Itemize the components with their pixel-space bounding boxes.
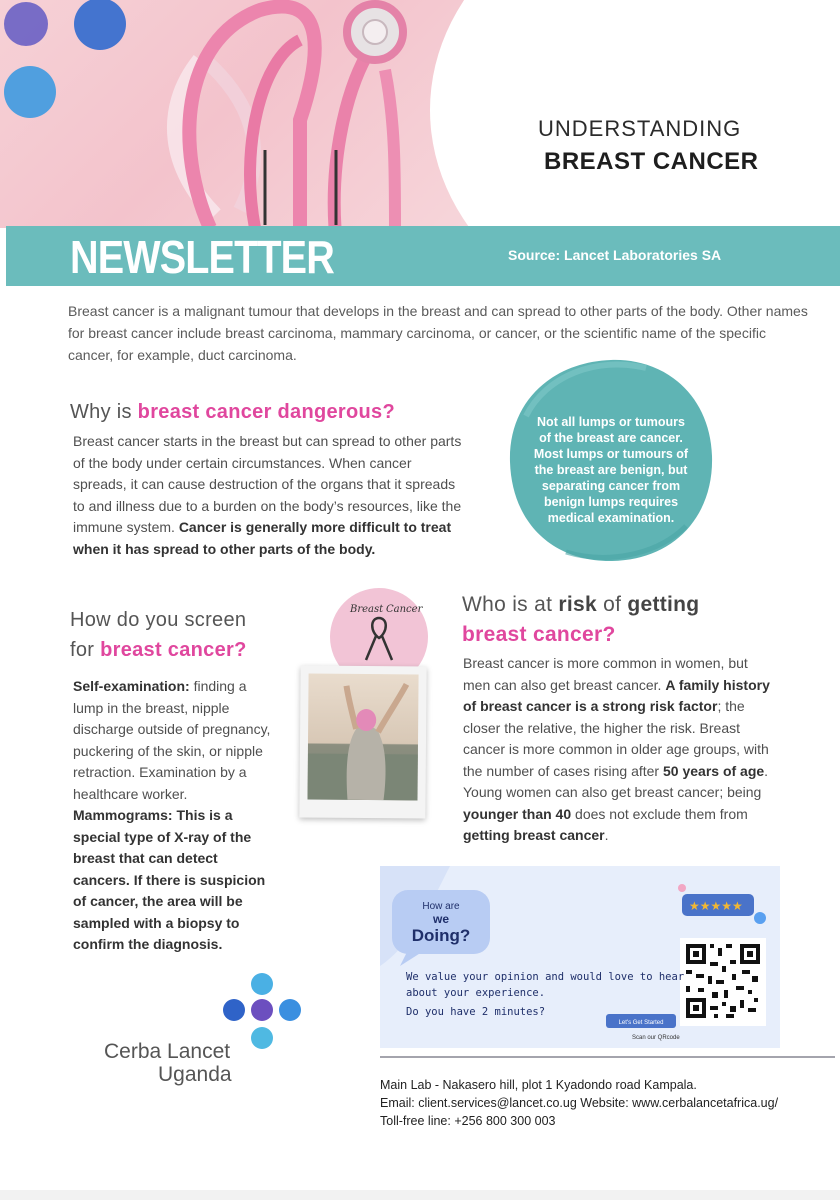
risk-bold-3: younger than 40 bbox=[463, 805, 572, 822]
bubble-we: we bbox=[432, 912, 450, 926]
risk-text-4: does not exclude them from bbox=[571, 805, 748, 822]
badge-text-cancer: Cancer bbox=[386, 604, 423, 615]
feedback-survey-card bbox=[380, 866, 780, 1048]
screen-heading bbox=[70, 605, 247, 665]
dangerous-body-bold: Cancer is generally more difficult to treat when it has spread to other parts of the body. bbox=[73, 519, 452, 557]
risk-text-5: . bbox=[604, 827, 609, 843]
bubble-how-are: How are bbox=[422, 901, 460, 912]
polaroid-photo-frame bbox=[299, 665, 426, 818]
page-bottom-strip bbox=[0, 1190, 840, 1200]
risk-heading bbox=[462, 590, 699, 650]
badge-text-breast: Breast bbox=[350, 604, 384, 615]
risk-text-2: ; the closer the relative, the higher the risk. Breast cancer is more common in older age groups, with the number of cases rising after bbox=[463, 698, 769, 779]
footer-phone: Toll-free line: +256 800 300 003 bbox=[380, 1114, 556, 1128]
hero-white-curve bbox=[430, 0, 840, 228]
survivor-photo bbox=[307, 674, 418, 801]
bubble-doing: Doing? bbox=[411, 926, 471, 945]
banner-source: Source: Lancet Laboratories SA bbox=[508, 247, 722, 263]
risk-bold-4: getting breast cancer bbox=[463, 827, 605, 843]
risk-text-1: Breast cancer is more common in women, but men can also get breast cancer. bbox=[463, 655, 748, 693]
risk-heading-bold2: getting bbox=[627, 593, 700, 616]
screen-body-text: finding a lump in the breast, nipple discharge outside of pregnancy, puckering of the skin, or nipple retraction. Examination by a healthcare worker. bbox=[73, 678, 271, 802]
survey-line3: Do you have 2 minutes? bbox=[406, 1006, 546, 1018]
callout-text: Not all lumps or tumours of the breast are cancer. Most lumps or tumours of the breast are benign, but separating cancer from benign lumps requires medical examination. bbox=[533, 415, 689, 525]
logo-name-line2: Uganda bbox=[158, 1063, 232, 1086]
rating-stars-icon: ★★★★★ bbox=[689, 899, 743, 913]
screen-bold-self-exam: Self-examination: bbox=[73, 678, 190, 694]
banner-title: NEWSLETTER bbox=[70, 231, 334, 283]
survey-graphic bbox=[380, 866, 780, 1048]
risk-heading-bold: risk bbox=[558, 593, 597, 616]
hero-title-line1: UNDERSTANDING bbox=[538, 116, 742, 141]
risk-bold-1: A family history of breast cancer is a strong risk factor bbox=[463, 676, 770, 714]
dangerous-body bbox=[73, 431, 463, 560]
dangerous-heading-highlight: breast cancer dangerous? bbox=[137, 401, 395, 423]
risk-heading-plain1: Who is at bbox=[462, 593, 559, 616]
risk-heading-highlight: breast cancer? bbox=[462, 623, 616, 646]
contact-footer bbox=[380, 1076, 778, 1130]
dangerous-heading bbox=[70, 398, 395, 426]
footer-contact[interactable]: Email: client.services@lancet.co.ug Website: www.cerbalancetafrica.ug/ bbox=[380, 1096, 779, 1110]
screen-body bbox=[73, 676, 273, 956]
screen-heading-plain: for bbox=[70, 639, 101, 661]
screen-heading-highlight: breast cancer? bbox=[100, 639, 247, 661]
intro-paragraph: Breast cancer is a malignant tumour that develops in the breast and can spread to other parts of the body. Other names for breast cancer include breast carcinoma, mammary carcinoma, or cancer, or the scientific name of the specific cancer, for example, duct carcinoma. bbox=[68, 303, 808, 363]
lets-get-started-label[interactable]: Let's Get Started bbox=[618, 1020, 664, 1026]
newsletter-banner bbox=[6, 226, 840, 286]
survey-line2: about your experience. bbox=[406, 987, 546, 999]
footer-divider bbox=[380, 1056, 835, 1058]
dangerous-body-text: Breast cancer starts in the breast but can spread to other parts of the body under certain circumstances. When cancer spreads, it can cause destruction of the organs that it spreads to and illness due to a burden on the body’s resources, like the immune system. bbox=[73, 433, 462, 535]
screen-bold-mammograms: Mammograms: This is a special type of X-ray of the breast that can detect cancers. If there is suspicion of cancer, the area will be sampled with a biopsy to confirm the diagnosis. bbox=[73, 807, 266, 952]
risk-bold-2: 50 years of age bbox=[663, 762, 765, 779]
survey-line1: We value your opinion and would love to hear bbox=[406, 971, 685, 983]
logo-name-line1: Cerba Lancet bbox=[104, 1040, 231, 1063]
hero-title-line2: BREAST CANCER bbox=[544, 148, 759, 175]
screen-heading-line1: How do you screen bbox=[70, 609, 247, 631]
cerba-lancet-logo-icon bbox=[218, 970, 308, 1054]
dangerous-heading-plain: Why is bbox=[70, 401, 138, 423]
risk-body bbox=[463, 653, 773, 847]
risk-text-3: . Young women can also get breast cancer; being bbox=[463, 762, 769, 800]
hero-header bbox=[0, 0, 840, 228]
footer-address: Main Lab - Nakasero hill, plot 1 Kyadondo road Kampala. bbox=[380, 1078, 697, 1092]
qr-caption: Scan our QRcode bbox=[632, 1035, 680, 1041]
risk-heading-plain2: of bbox=[596, 593, 628, 616]
